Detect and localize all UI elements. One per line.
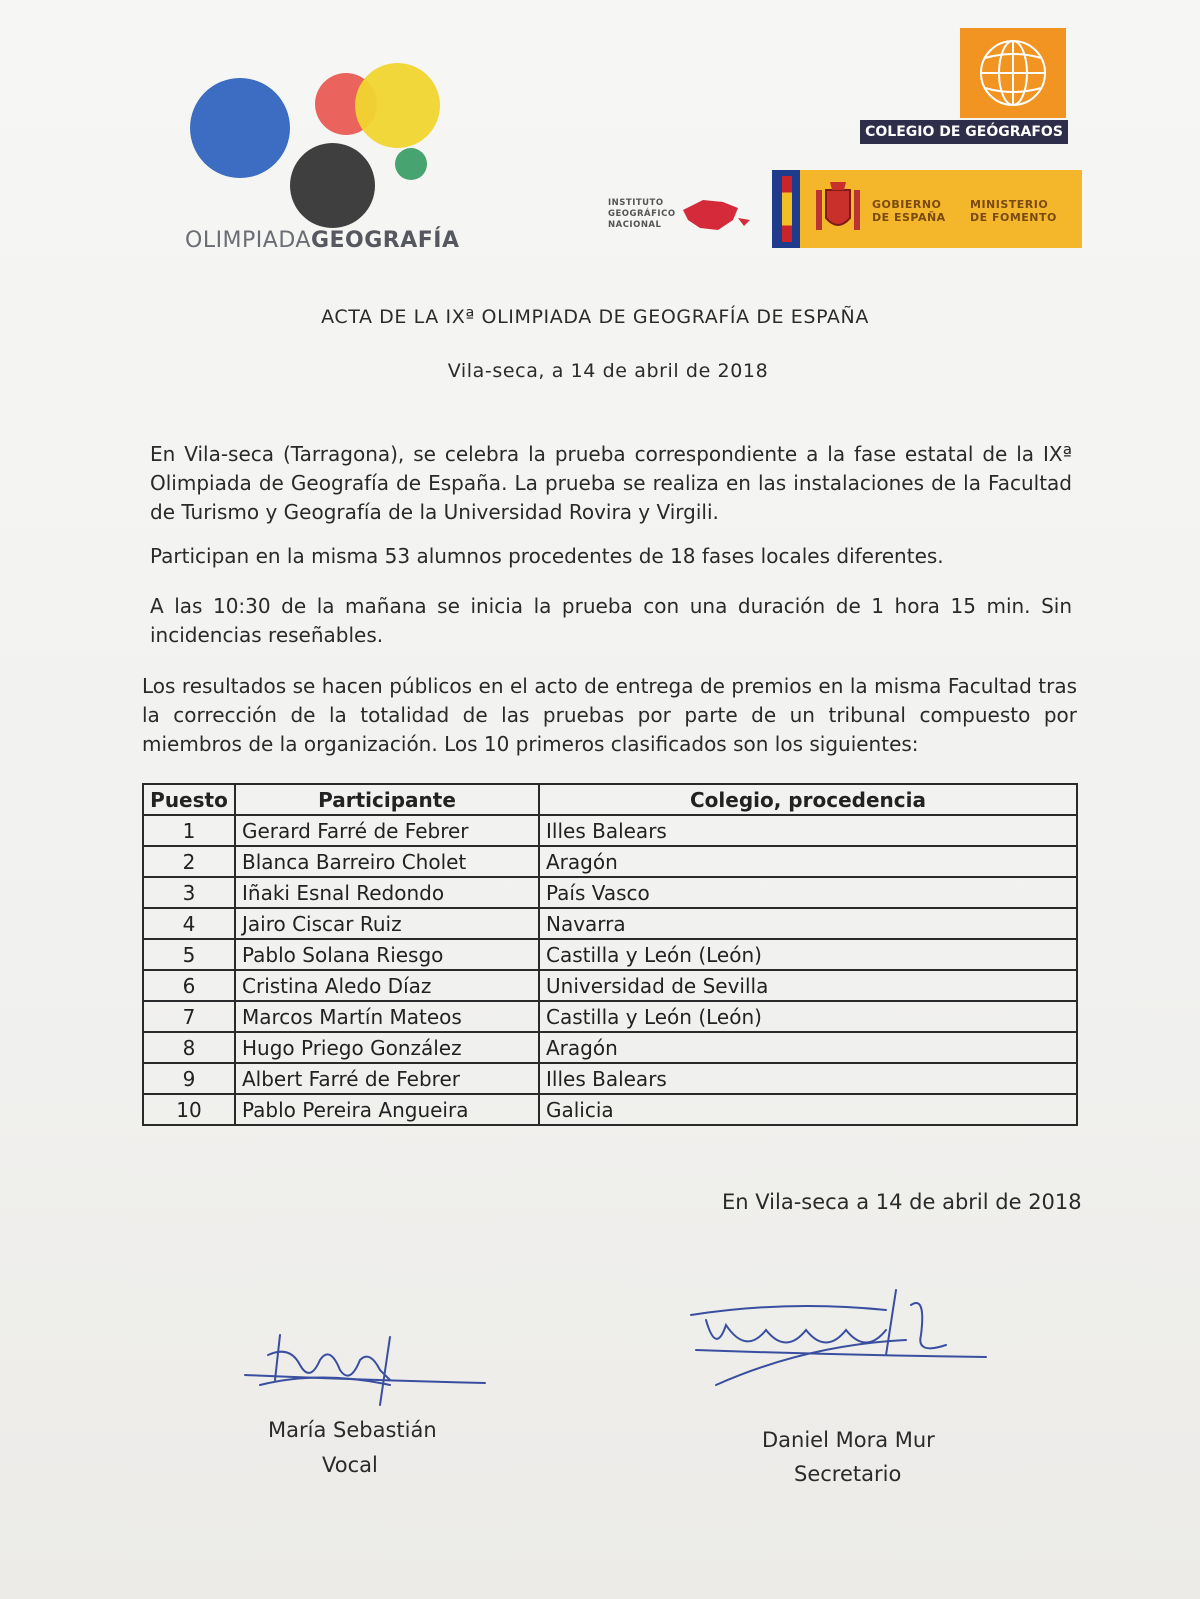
document-subtitle: Vila-seca, a 14 de abril de 2018 bbox=[447, 360, 769, 382]
olimpiada-logo bbox=[185, 58, 465, 258]
logo-circle-green bbox=[395, 148, 427, 180]
cell-participante: Blanca Barreiro Cholet bbox=[235, 846, 539, 877]
table-row bbox=[143, 877, 1077, 908]
ign-logo bbox=[600, 170, 770, 250]
gobierno-logo bbox=[772, 170, 1082, 248]
spain-map-icon bbox=[678, 190, 758, 240]
cell-puesto: 4 bbox=[143, 908, 235, 939]
document-title: ACTA DE LA IXª OLIMPIADA DE GEOGRAFÍA DE ESPAÑA bbox=[321, 306, 869, 328]
cell-colegio: Navarra bbox=[539, 908, 1077, 939]
table-row bbox=[143, 1032, 1077, 1063]
paragraph-participants: Participan en la misma 53 alumnos procedentes de 18 fases locales diferentes. bbox=[150, 544, 944, 568]
cell-participante: Pablo Solana Riesgo bbox=[235, 939, 539, 970]
cell-colegio: Castilla y León (León) bbox=[539, 939, 1077, 970]
cell-participante: Marcos Martín Mateos bbox=[235, 1001, 539, 1032]
cell-colegio: Illes Balears bbox=[539, 815, 1077, 846]
signatory-right-role: Secretario bbox=[794, 1462, 902, 1486]
table-row bbox=[143, 1063, 1077, 1094]
cell-colegio: Castilla y León (León) bbox=[539, 1001, 1077, 1032]
paragraph-schedule: A las 10:30 de la mañana se inicia la prueba con una duración de 1 hora 15 min. Sin incidencias reseñables. bbox=[150, 594, 1072, 647]
header-participante: Participante bbox=[235, 784, 539, 815]
table-row bbox=[143, 1001, 1077, 1032]
table-row bbox=[143, 908, 1077, 939]
cell-puesto: 5 bbox=[143, 939, 235, 970]
cell-puesto: 6 bbox=[143, 970, 235, 1001]
colegio-label: COLEGIO DE GEÓGRAFOS bbox=[860, 120, 1068, 144]
cell-puesto: 2 bbox=[143, 846, 235, 877]
results-table bbox=[142, 783, 1078, 1126]
cell-puesto: 3 bbox=[143, 877, 235, 908]
table-row bbox=[143, 1094, 1077, 1125]
cell-colegio: Galicia bbox=[539, 1094, 1077, 1125]
spain-flag-icon bbox=[782, 176, 792, 242]
cell-participante: Jairo Ciscar Ruiz bbox=[235, 908, 539, 939]
cell-participante: Albert Farré de Febrer bbox=[235, 1063, 539, 1094]
logo-circle-dark bbox=[290, 143, 375, 228]
globe-icon bbox=[960, 28, 1066, 118]
cell-puesto: 9 bbox=[143, 1063, 235, 1094]
cell-participante: Pablo Pereira Angueira bbox=[235, 1094, 539, 1125]
cell-colegio: Illes Balears bbox=[539, 1063, 1077, 1094]
signatory-left-name: María Sebastián bbox=[268, 1418, 437, 1442]
coat-of-arms-icon bbox=[812, 180, 864, 238]
cell-colegio: País Vasco bbox=[539, 877, 1077, 908]
cell-puesto: 7 bbox=[143, 1001, 235, 1032]
header-puesto: Puesto bbox=[143, 784, 235, 815]
signature-left-image bbox=[240, 1325, 490, 1415]
signature-right-image bbox=[686, 1285, 996, 1395]
ministerio-text: MINISTERIO DE FOMENTO bbox=[970, 198, 1057, 224]
olimpiada-logo-text: OLIMPIADAGEOGRAFÍA bbox=[185, 228, 460, 253]
closing-date: En Vila-seca a 14 de abril de 2018 bbox=[722, 1190, 1082, 1214]
signatory-left-role: Vocal bbox=[322, 1453, 378, 1477]
colegio-geografos-logo bbox=[860, 28, 1070, 150]
cell-participante: Hugo Priego González bbox=[235, 1032, 539, 1063]
signatory-right-name: Daniel Mora Mur bbox=[762, 1428, 935, 1452]
cell-puesto: 10 bbox=[143, 1094, 235, 1125]
table-row bbox=[143, 815, 1077, 846]
cell-participante: Cristina Aledo Díaz bbox=[235, 970, 539, 1001]
cell-puesto: 1 bbox=[143, 815, 235, 846]
table-row bbox=[143, 939, 1077, 970]
paragraph-results: Los resultados se hacen públicos en el acto de entrega de premios en la misma Facultad tras la corrección de la totalidad de las pruebas por parte de un tribunal compuesto por miembros de la organización. Los 10 primeros clasificados son los siguientes: bbox=[142, 674, 1077, 756]
cell-colegio: Aragón bbox=[539, 1032, 1077, 1063]
table-row bbox=[143, 970, 1077, 1001]
table-row bbox=[143, 846, 1077, 877]
ign-text: INSTITUTO GEOGRÁFICO NACIONAL bbox=[608, 198, 676, 230]
header-colegio: Colegio, procedencia bbox=[539, 784, 1077, 815]
table-header-row bbox=[143, 784, 1077, 815]
cell-colegio: Aragón bbox=[539, 846, 1077, 877]
cell-participante: Iñaki Esnal Redondo bbox=[235, 877, 539, 908]
logo-circle-yellow bbox=[355, 63, 440, 148]
cell-participante: Gerard Farré de Febrer bbox=[235, 815, 539, 846]
gobierno-text: GOBIERNO DE ESPAÑA bbox=[872, 198, 946, 224]
logo-circle-blue bbox=[190, 78, 290, 178]
cell-colegio: Universidad de Sevilla bbox=[539, 970, 1077, 1001]
cell-puesto: 8 bbox=[143, 1032, 235, 1063]
paragraph-intro: En Vila-seca (Tarragona), se celebra la prueba correspondiente a la fase estatal de la IXª Olimpiada de Geografía de España. La prueba se realiza en las instalaciones de la Facultad de Turismo y Geografía de la Universidad Rovira y Virgili. bbox=[150, 442, 1072, 524]
